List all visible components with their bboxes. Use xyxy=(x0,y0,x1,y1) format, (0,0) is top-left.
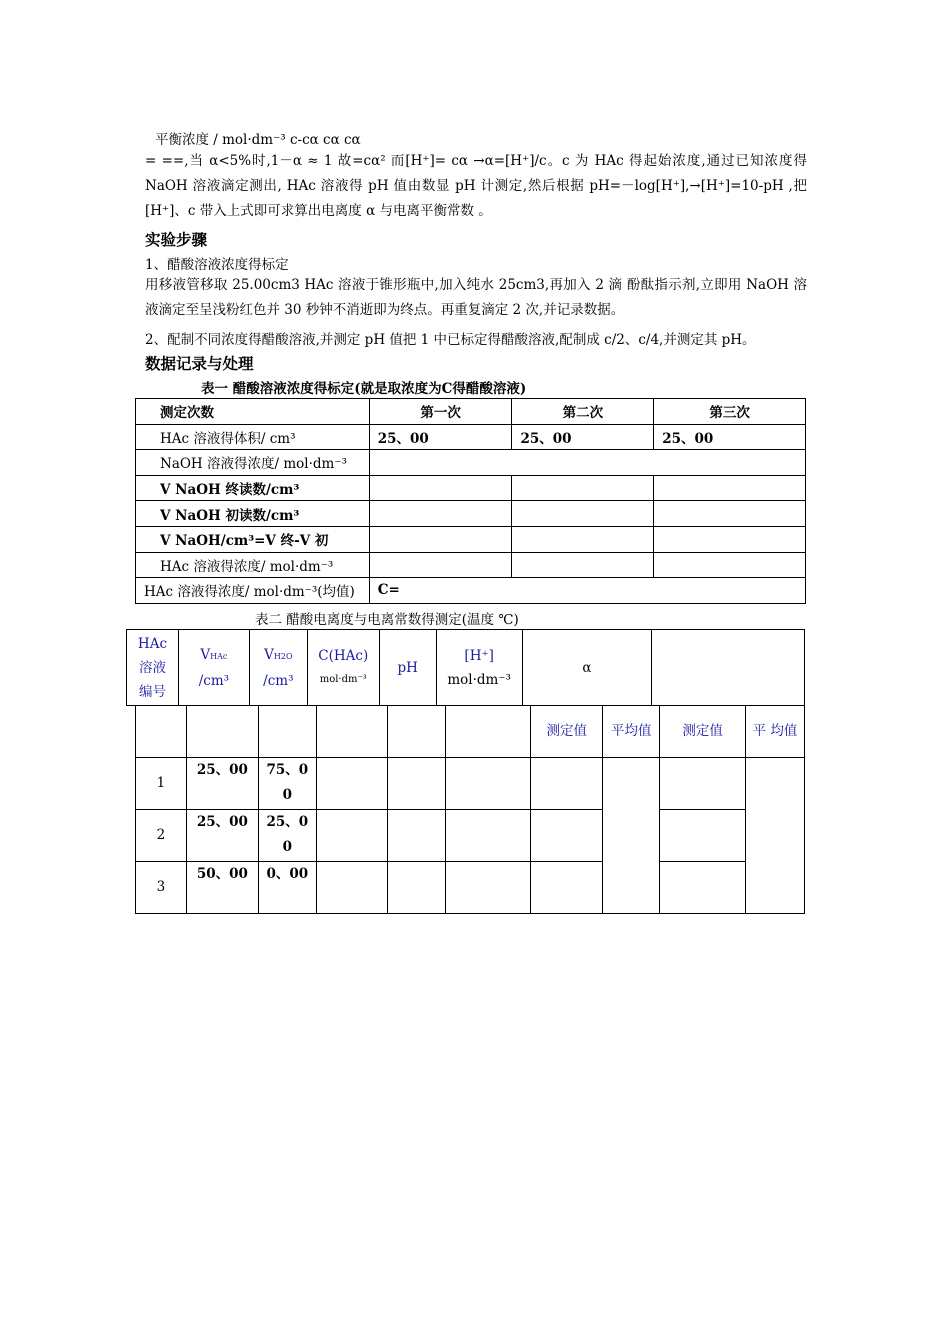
sub-header-cell: 平 均值 xyxy=(746,706,805,758)
table-cell xyxy=(316,810,387,862)
table-cell xyxy=(512,475,654,501)
header-cell xyxy=(436,630,522,706)
header-text: [H⁺] xyxy=(464,647,494,664)
table-row xyxy=(136,399,806,425)
table-row xyxy=(127,630,805,706)
ionization-table-header xyxy=(126,629,805,706)
table-row xyxy=(136,552,806,578)
header-unit: /cm³ xyxy=(198,672,230,689)
row-label: HAc 溶液得浓度/ mol·dm⁻³(均值) xyxy=(136,578,370,604)
table-cell xyxy=(512,526,654,552)
table-cell xyxy=(186,706,258,758)
table-cell xyxy=(512,501,654,527)
table-cell xyxy=(654,526,806,552)
steps-heading: 实验步骤 xyxy=(145,231,208,249)
table-cell: 1 xyxy=(136,758,187,810)
table-cell xyxy=(746,758,805,914)
header-cell: 第一次 xyxy=(369,399,512,425)
records-heading: 数据记录与处理 xyxy=(145,355,254,373)
table-cell xyxy=(369,450,805,476)
header-text: V xyxy=(264,646,274,663)
step2-text: 2、配制不同浓度得醋酸溶液,并测定 pH 值把 1 中已标定得醋酸溶液,配制成 c/2、c/4,并测定其 pH。 xyxy=(145,332,756,348)
header-subscript: H2O xyxy=(273,651,293,661)
table-cell xyxy=(603,758,660,914)
ionization-table-body xyxy=(135,705,805,914)
table-cell: 75、00 xyxy=(258,758,316,810)
header-cell: 第三次 xyxy=(654,399,806,425)
table-cell: 25、00 xyxy=(186,810,258,862)
header-line: HAc xyxy=(137,635,168,652)
table-cell: 25、00 xyxy=(186,758,258,810)
table-cell xyxy=(369,526,512,552)
table-cell: C= xyxy=(369,578,805,604)
table-cell xyxy=(369,552,512,578)
table-cell xyxy=(660,862,746,914)
header-text: C(HAc) xyxy=(318,647,369,664)
table-cell xyxy=(369,501,512,527)
table-row xyxy=(136,810,805,862)
row-label: HAc 溶液得浓度/ mol·dm⁻³ xyxy=(136,552,370,578)
table-row xyxy=(136,758,805,810)
table-row xyxy=(136,578,806,604)
header-cell: 测定次数 xyxy=(136,399,370,425)
table-cell: 25、00 xyxy=(512,424,654,450)
header-unit: mol·dm⁻³ xyxy=(319,673,367,685)
table-row xyxy=(136,862,805,914)
header-cell: pH xyxy=(379,630,436,706)
table-cell xyxy=(445,862,531,914)
row-label: V NaOH/cm³=V 终-V 初 xyxy=(136,526,370,552)
table-row xyxy=(136,475,806,501)
table-cell: 2 xyxy=(136,810,187,862)
table-cell: 0、00 xyxy=(258,862,316,914)
table-cell xyxy=(531,810,603,862)
table-cell xyxy=(445,810,531,862)
row-label: NaOH 溶液得浓度/ mol·dm⁻³ xyxy=(136,450,370,476)
row-label: HAc 溶液得体积/ cm³ xyxy=(136,424,370,450)
step1-text: 用移液管移取 25.00cm3 HAc 溶液于锥形瓶中,加入纯水 25cm3,再加入 2 滴 酚酞指示剂,立即用 NaOH 溶液滴定至呈浅粉红色并 30 秒钟不消逝即为终点。再重复滴定 2 次,并记录数据。 xyxy=(145,277,807,318)
table-cell xyxy=(654,475,806,501)
table-cell xyxy=(531,758,603,810)
table-cell xyxy=(258,706,316,758)
header-cell xyxy=(178,630,249,706)
header-cell xyxy=(307,630,379,706)
header-cell xyxy=(127,630,179,706)
table-cell xyxy=(316,862,387,914)
table-cell xyxy=(316,758,387,810)
header-subscript: HAc xyxy=(210,651,228,661)
header-line: 编号 xyxy=(138,683,166,700)
header-text: V xyxy=(200,646,211,663)
header-unit: mol·dm⁻³ xyxy=(447,671,511,688)
table-cell: 25、00 xyxy=(369,424,512,450)
header-line: 溶液 xyxy=(138,659,166,676)
table-cell xyxy=(369,475,512,501)
table2-caption: 表二 醋酸电离度与电离常数得测定(温度 ℃) xyxy=(255,612,519,628)
table-cell xyxy=(531,862,603,914)
table-row xyxy=(136,424,806,450)
table-cell xyxy=(660,810,746,862)
table-row xyxy=(136,706,805,758)
table-row xyxy=(136,501,806,527)
table1-caption: 表一 醋酸溶液浓度得标定(就是取浓度为C得醋酸溶液) xyxy=(201,381,527,397)
table-cell xyxy=(445,706,531,758)
table-cell xyxy=(654,501,806,527)
table-cell: 25、00 xyxy=(258,810,316,862)
table-cell xyxy=(316,706,387,758)
table-cell xyxy=(512,552,654,578)
equilibrium-concentration-line: 平衡浓度 / mol·dm⁻³ c-cα cα cα xyxy=(155,132,361,148)
header-cell: 第二次 xyxy=(512,399,654,425)
header-cell xyxy=(652,630,805,706)
principle-paragraph: = ==,当 α<5%时,1－α ≈ 1 故=cα² 而[H⁺]= cα →α=[H⁺]/c。c 为 HAc 得起始浓度,通过已知浓度得 NaOH 溶液滴定测出, HAc 溶液得 pH 值由数显 pH 计测定,然后根据 pH=－log[H⁺],→[H⁺]=10-pH ,把[H⁺]、c 带入上式即可求算出电离度 α 与电离平衡常数 。 xyxy=(145,153,807,219)
sub-header-cell: 测定值 xyxy=(660,706,746,758)
table-cell xyxy=(387,758,445,810)
row-label: V NaOH 终读数/cm³ xyxy=(136,475,370,501)
table-cell xyxy=(387,706,445,758)
table-cell xyxy=(654,552,806,578)
table-cell xyxy=(445,758,531,810)
sub-header-cell: 平均值 xyxy=(603,706,660,758)
table-cell: 50、00 xyxy=(186,862,258,914)
header-unit: /cm³ xyxy=(263,672,294,689)
table-cell xyxy=(136,706,187,758)
table-row xyxy=(136,526,806,552)
sub-header-cell: 测定值 xyxy=(531,706,603,758)
step1-title: 1、醋酸溶液浓度得标定 xyxy=(145,257,289,273)
titration-table xyxy=(135,398,806,604)
table-cell: 3 xyxy=(136,862,187,914)
table-cell xyxy=(387,862,445,914)
table-cell: 25、00 xyxy=(654,424,806,450)
header-cell xyxy=(249,630,307,706)
table-row xyxy=(136,450,806,476)
table-cell xyxy=(387,810,445,862)
row-label: V NaOH 初读数/cm³ xyxy=(136,501,370,527)
header-cell: α xyxy=(522,630,652,706)
table-cell xyxy=(660,758,746,810)
